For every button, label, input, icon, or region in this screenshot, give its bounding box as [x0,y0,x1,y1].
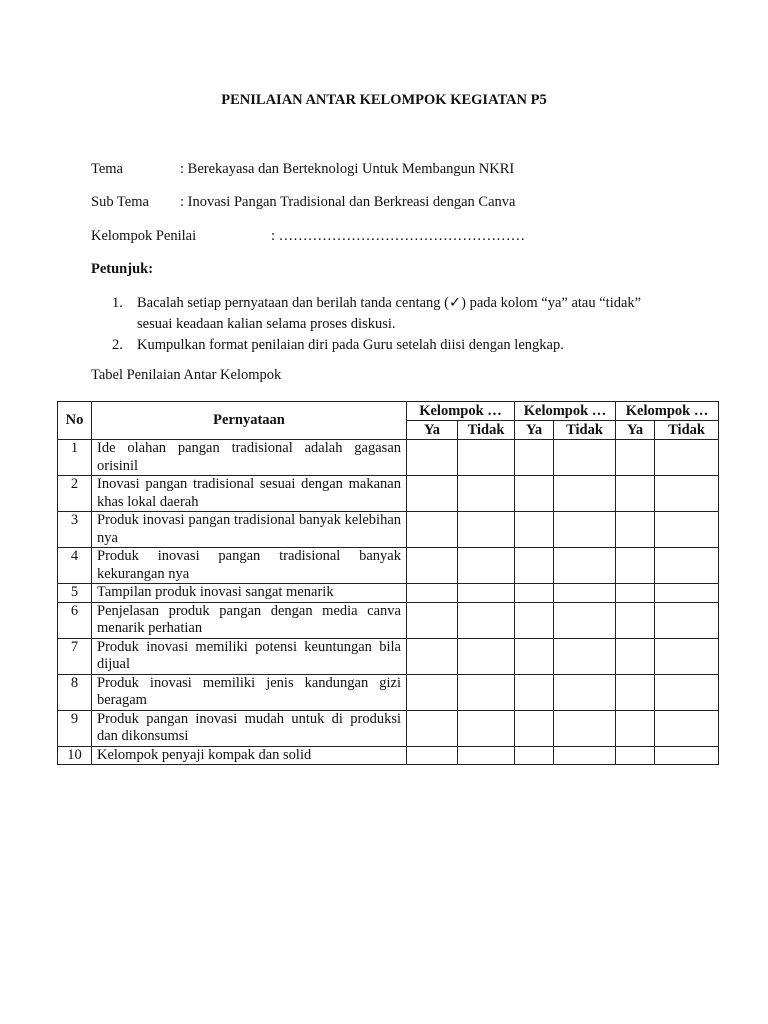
check-cell-ya[interactable] [407,584,458,603]
check-cell-tidak[interactable] [458,746,515,765]
table-row [58,548,719,584]
row-number: 7 [58,638,92,674]
row-number: 9 [58,710,92,746]
header-group-3: Kelompok … [616,402,719,421]
check-cell-ya[interactable] [515,638,554,674]
row-statement: Produk inovasi memiliki jenis kandungan gizi beragam [92,674,407,710]
check-cell-ya[interactable] [515,476,554,512]
check-cell-tidak[interactable] [554,440,616,476]
instruction-text: Bacalah setiap pernyataan dan berilah tanda centang (✓) pada kolom “ya” atau “tidak” sesuai keadaan kalian selama proses diskusi. [137,295,642,332]
check-cell-tidak[interactable] [554,602,616,638]
check-cell-tidak[interactable] [554,548,616,584]
table-caption: Tabel Penilaian Antar Kelompok [91,367,282,383]
check-cell-ya[interactable] [407,440,458,476]
check-cell-ya[interactable] [616,710,655,746]
tema-value: : Berekayasa dan Berteknologi Untuk Membangun NKRI [180,161,515,177]
check-cell-ya[interactable] [515,602,554,638]
check-cell-tidak[interactable] [458,512,515,548]
table-row [58,710,719,746]
check-cell-ya[interactable] [407,710,458,746]
check-cell-ya[interactable] [616,476,655,512]
row-statement: Produk inovasi pangan tradisional banyak kelebihan nya [92,512,407,548]
check-cell-ya[interactable] [407,548,458,584]
row-number: 5 [58,584,92,603]
check-cell-ya[interactable] [616,746,655,765]
check-cell-tidak[interactable] [458,584,515,603]
check-cell-tidak[interactable] [655,512,719,548]
row-statement: Penjelasan produk pangan dengan media canva menarik perhatian [92,602,407,638]
check-cell-ya[interactable] [407,602,458,638]
check-cell-tidak[interactable] [554,710,616,746]
subtema-value: : Inovasi Pangan Tradisional dan Berkreasi dengan Canva [180,194,516,210]
check-cell-tidak[interactable] [655,584,719,603]
row-number: 2 [58,476,92,512]
check-cell-tidak[interactable] [554,746,616,765]
row-statement: Inovasi pangan tradisional sesuai dengan makanan khas lokal daerah [92,476,407,512]
header-tidak: Tidak [458,421,515,440]
table-row [58,512,719,548]
row-statement: Ide olahan pangan tradisional adalah gagasan orisinil [92,440,407,476]
check-cell-ya[interactable] [616,602,655,638]
check-cell-tidak[interactable] [458,638,515,674]
instruction-number: 2. [112,337,123,353]
check-cell-ya[interactable] [616,512,655,548]
page-title: PENILAIAN ANTAR KELOMPOK KEGIATAN P5 [221,92,547,108]
row-number: 8 [58,674,92,710]
row-number: 4 [58,548,92,584]
header-statement: Pernyataan [92,402,407,440]
check-cell-tidak[interactable] [655,746,719,765]
header-group-2: Kelompok … [515,402,616,421]
check-cell-ya[interactable] [515,746,554,765]
check-cell-tidak[interactable] [655,476,719,512]
check-cell-ya[interactable] [515,674,554,710]
check-cell-ya[interactable] [616,548,655,584]
check-cell-tidak[interactable] [655,440,719,476]
check-cell-ya[interactable] [616,440,655,476]
check-cell-tidak[interactable] [554,584,616,603]
table-row [58,440,719,476]
tema-label: Tema [91,161,123,177]
instruction-text: Kumpulkan format penilaian diri pada Guru setelah diisi dengan lengkap. [137,337,564,353]
assessment-table [57,401,719,765]
instruction-item [112,335,672,356]
check-cell-tidak[interactable] [554,674,616,710]
row-statement: Produk pangan inovasi mudah untuk di produksi dan dikonsumsi [92,710,407,746]
check-cell-ya[interactable] [616,638,655,674]
check-cell-ya[interactable] [407,674,458,710]
subtema-label: Sub Tema [91,194,149,210]
row-number: 10 [58,746,92,765]
check-cell-tidak[interactable] [458,440,515,476]
check-cell-ya[interactable] [407,512,458,548]
kelompok-value[interactable]: : …………………………………………… [271,228,526,244]
check-cell-tidak[interactable] [554,638,616,674]
petunjuk-heading: Petunjuk: [91,261,154,277]
check-cell-ya[interactable] [616,674,655,710]
header-tidak: Tidak [554,421,616,440]
table-row [58,746,719,765]
check-cell-ya[interactable] [515,548,554,584]
check-cell-ya[interactable] [515,710,554,746]
row-number: 6 [58,602,92,638]
row-number: 1 [58,440,92,476]
check-cell-ya[interactable] [407,476,458,512]
check-cell-ya[interactable] [616,584,655,603]
row-statement: Tampilan produk inovasi sangat menarik [92,584,407,603]
table-row [58,638,719,674]
check-cell-tidak[interactable] [655,674,719,710]
check-cell-tidak[interactable] [655,638,719,674]
row-statement: Produk inovasi memiliki potensi keuntungan bila dijual [92,638,407,674]
check-cell-tidak[interactable] [458,548,515,584]
check-cell-tidak[interactable] [655,602,719,638]
header-ya: Ya [616,421,655,440]
instruction-number: 1. [112,295,123,311]
instruction-item [112,293,672,335]
table-row [58,674,719,710]
header-group-1: Kelompok … [407,402,515,421]
check-cell-ya[interactable] [407,746,458,765]
row-statement: Kelompok penyaji kompak dan solid [92,746,407,765]
header-ya: Ya [515,421,554,440]
kelompok-label: Kelompok Penilai [91,228,197,244]
check-cell-tidak[interactable] [458,674,515,710]
check-cell-ya[interactable] [515,512,554,548]
check-cell-tidak[interactable] [554,512,616,548]
header-ya: Ya [407,421,458,440]
row-statement: Produk inovasi pangan tradisional banyak kekurangan nya [92,548,407,584]
check-cell-tidak[interactable] [458,710,515,746]
check-cell-tidak[interactable] [554,476,616,512]
check-cell-tidak[interactable] [655,710,719,746]
check-cell-ya[interactable] [515,584,554,603]
table-row [58,584,719,603]
check-cell-ya[interactable] [407,638,458,674]
row-number: 3 [58,512,92,548]
table-row [58,602,719,638]
table-row [58,476,719,512]
check-cell-tidak[interactable] [458,602,515,638]
check-cell-tidak[interactable] [655,548,719,584]
header-no: No [58,402,92,440]
check-cell-tidak[interactable] [458,476,515,512]
check-cell-ya[interactable] [515,440,554,476]
header-tidak: Tidak [655,421,719,440]
